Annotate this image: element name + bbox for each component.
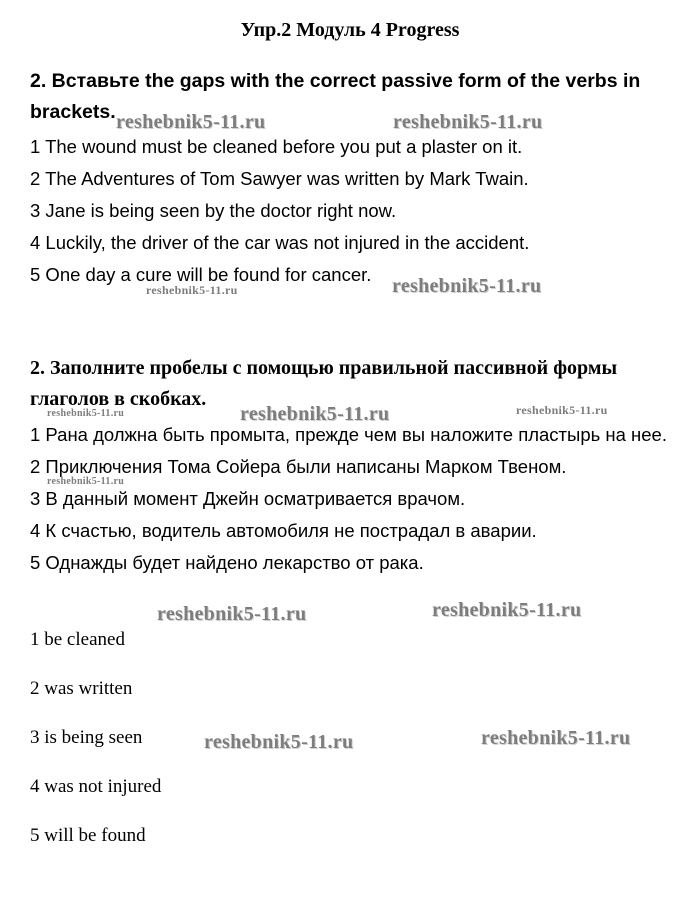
answer-item: 2 was written <box>30 678 133 699</box>
watermark: reshebnik5-11.ru <box>240 403 390 425</box>
watermark: reshebnik5-11.ru <box>481 727 631 749</box>
english-sentence: 4 Luckily, the driver of the car was not injured in the accident. <box>30 232 530 253</box>
english-sentence: 2 The Adventures of Tom Sawyer was written by Mark Twain. <box>30 168 529 189</box>
russian-sentence: 1 Рана должна быть промыта, прежде чем вы наложите пластырь на нее. <box>30 424 667 445</box>
russian-sentence: 4 К счастью, водитель автомобиля не пострадал в аварии. <box>30 520 537 541</box>
russian-sentence: 3 В данный момент Джейн осматривается врачом. <box>30 488 466 509</box>
russian-sentence: 2 Приключения Тома Сойера были написаны Марком Твеном. <box>30 456 567 477</box>
english-sentence: 5 One day a cure will be found for cancer. <box>30 264 372 285</box>
english-sentence: 3 Jane is being seen by the doctor right now. <box>30 200 397 221</box>
english-task-heading: 2. Вставьте the gaps with the correct passive form of the verbs in brackets. <box>30 70 641 123</box>
english-sentence-list <box>30 131 670 291</box>
watermark: reshebnik5-11.ru <box>47 408 125 419</box>
watermark: reshebnik5-11.ru <box>393 111 543 133</box>
answer-item: 3 is being seen <box>30 727 143 748</box>
watermark: reshebnik5-11.ru <box>47 476 125 487</box>
watermark: reshebnik5-11.ru <box>392 275 542 297</box>
watermark: reshebnik5-11.ru <box>204 731 354 753</box>
watermark: reshebnik5-11.ru <box>146 283 238 297</box>
russian-sentence: 5 Однажды будет найдено лекарство от рака. <box>30 552 424 573</box>
russian-task-heading: 2. Заполните пробелы с помощью правильной пассивной формы глаголов в скобках. <box>30 357 618 410</box>
watermark: reshebnik5-11.ru <box>157 603 307 625</box>
answer-item: 1 be cleaned <box>30 629 125 650</box>
english-sentence: 1 The wound must be cleaned before you put a plaster on it. <box>30 136 523 157</box>
page-title: Упр.2 Модуль 4 Progress <box>240 19 460 41</box>
watermark: reshebnik5-11.ru <box>116 111 266 133</box>
watermark: reshebnik5-11.ru <box>432 599 582 621</box>
answer-item: 5 will be found <box>30 825 146 846</box>
answer-item: 4 was not injured <box>30 776 162 797</box>
watermark: reshebnik5-11.ru <box>516 403 608 417</box>
russian-sentence-list <box>30 419 670 579</box>
